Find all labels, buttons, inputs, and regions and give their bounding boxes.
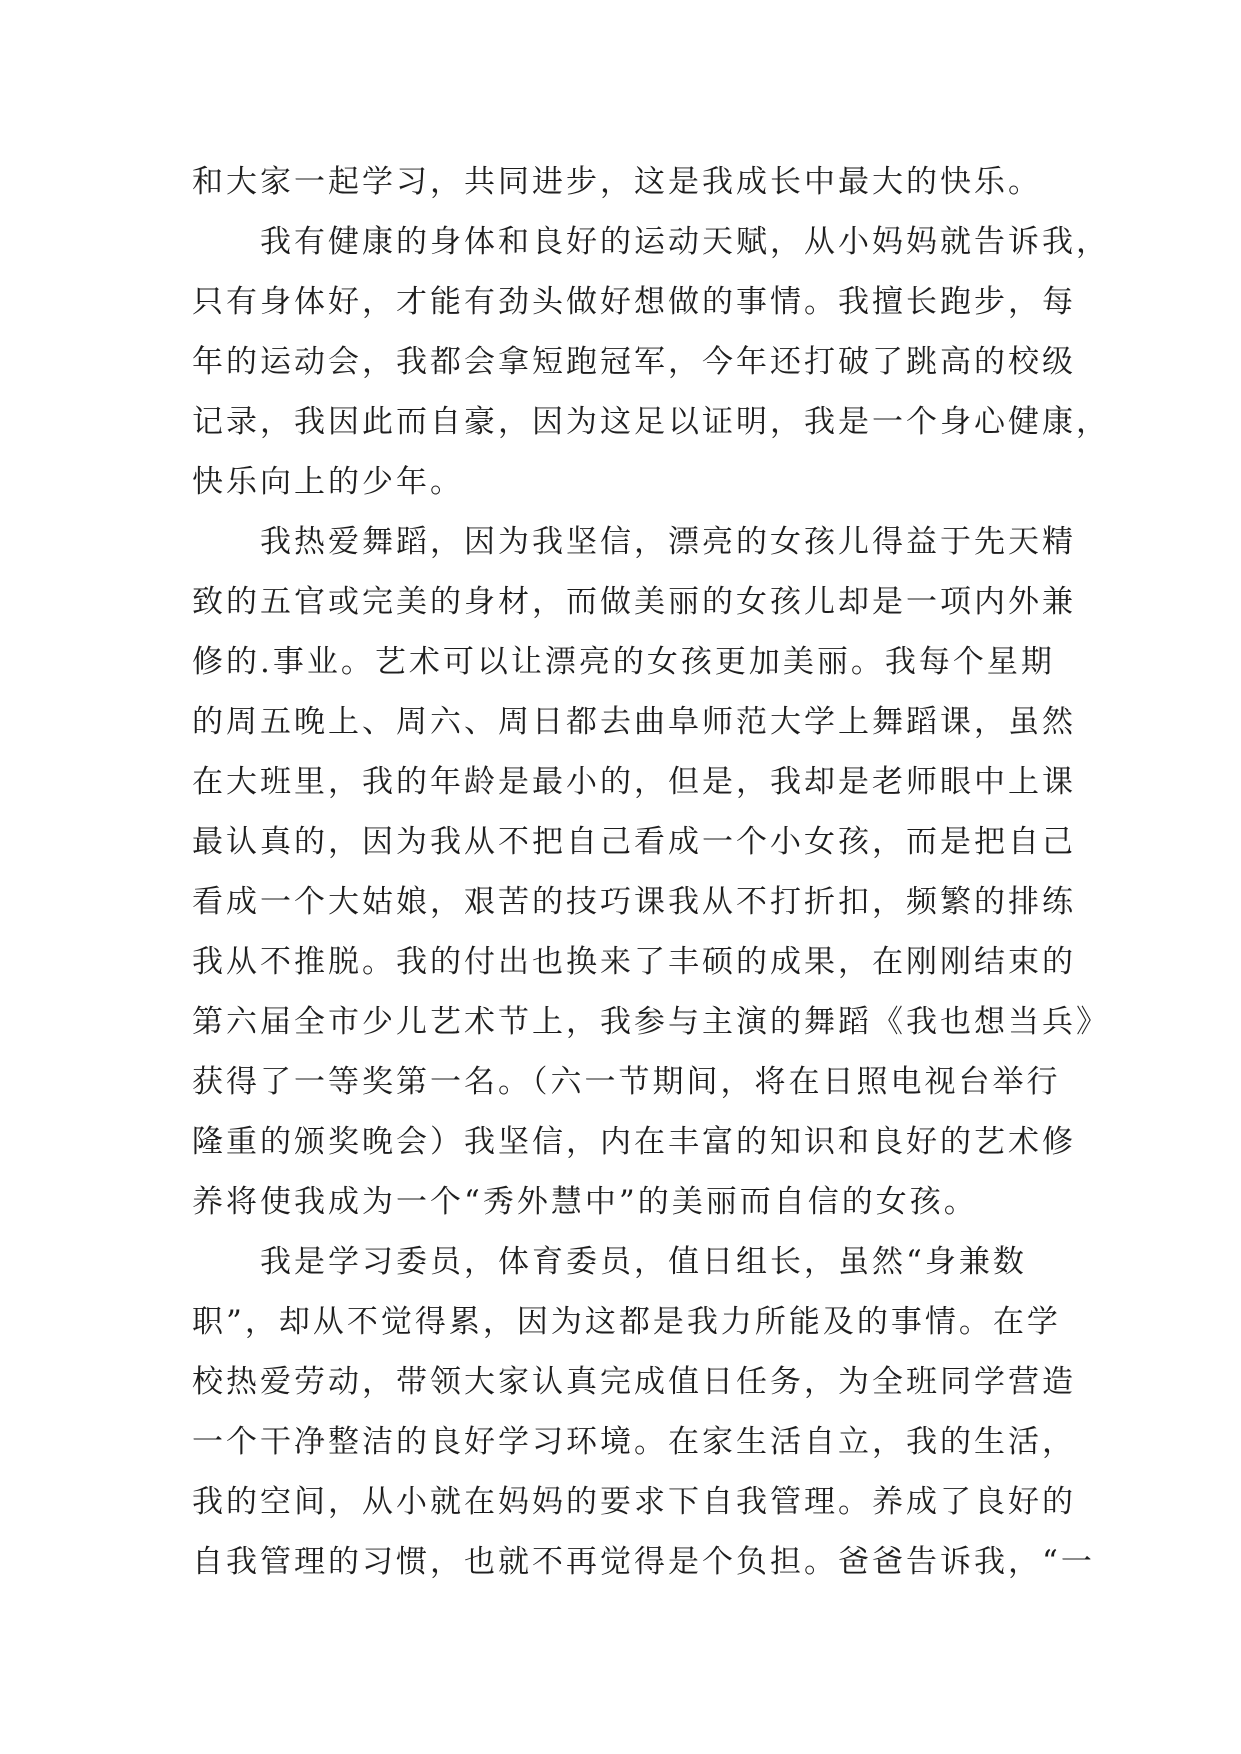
- text-line: 职”，却从不觉得累，因为这都是我力所能及的事情。在学: [192, 1304, 1061, 1340]
- text-line: 我有健康的身体和良好的运动天赋，从小妈妈就告诉我，: [260, 224, 1110, 260]
- text-line: 记录，我因此而自豪，因为这足以证明，我是一个身心健康，: [192, 404, 1110, 440]
- text-line: 我热爱舞蹈，因为我坚信，漂亮的女孩儿得益于先天精: [260, 524, 1076, 560]
- body-text: [192, 152, 1110, 1592]
- text-line: 快乐向上的少年。: [192, 464, 464, 500]
- text-line: 在大班里，我的年龄是最小的，但是，我却是老师眼中上课: [192, 764, 1076, 800]
- text-line: 只有身体好，才能有劲头做好想做的事情。我擅长跑步，每: [192, 284, 1076, 320]
- text-line: 隆重的颁奖晚会）我坚信，内在丰富的知识和良好的艺术修: [192, 1124, 1076, 1160]
- text-line: 我从不推脱。我的付出也换来了丰硕的成果，在刚刚结束的: [192, 944, 1076, 980]
- text-line: 最认真的，因为我从不把自己看成一个小女孩，而是把自己: [192, 824, 1076, 860]
- text-line: 自我管理的习惯，也就不再觉得是个负担。爸爸告诉我，“一: [192, 1544, 1095, 1580]
- text-line: 第六届全市少儿艺术节上，我参与主演的舞蹈《我也想当兵》: [192, 1004, 1110, 1040]
- text-line: 养将使我成为一个“秀外慧中”的美丽而自信的女孩。: [192, 1184, 978, 1220]
- text-line: 年的运动会，我都会拿短跑冠军，今年还打破了跳高的校级: [192, 344, 1076, 380]
- text-line: 我的空间，从小就在妈妈的要求下自我管理。养成了良好的: [192, 1484, 1076, 1520]
- text-line: 修的.事业。艺术可以让漂亮的女孩更加美丽。我每个星期: [192, 644, 1055, 680]
- text-line: 校热爱劳动，带领大家认真完成值日任务，为全班同学营造: [192, 1364, 1076, 1400]
- text-line: 的周五晚上、周六、周日都去曲阜师范大学上舞蹈课，虽然: [192, 704, 1076, 740]
- text-line: 获得了一等奖第一名。（六一节期间，将在日照电视台举行: [192, 1064, 1061, 1100]
- text-line: 我是学习委员，体育委员，值日组长，虽然“身兼数: [260, 1244, 1027, 1280]
- text-line: 致的五官或完美的身材，而做美丽的女孩儿却是一项内外兼: [192, 584, 1076, 620]
- text-line: 和大家一起学习，共同进步，这是我成长中最大的快乐。: [192, 164, 1042, 200]
- text-line: 看成一个大姑娘，艰苦的技巧课我从不打折扣，频繁的排练: [192, 884, 1076, 920]
- text-line: 一个干净整洁的良好学习环境。在家生活自立，我的生活，: [192, 1424, 1076, 1460]
